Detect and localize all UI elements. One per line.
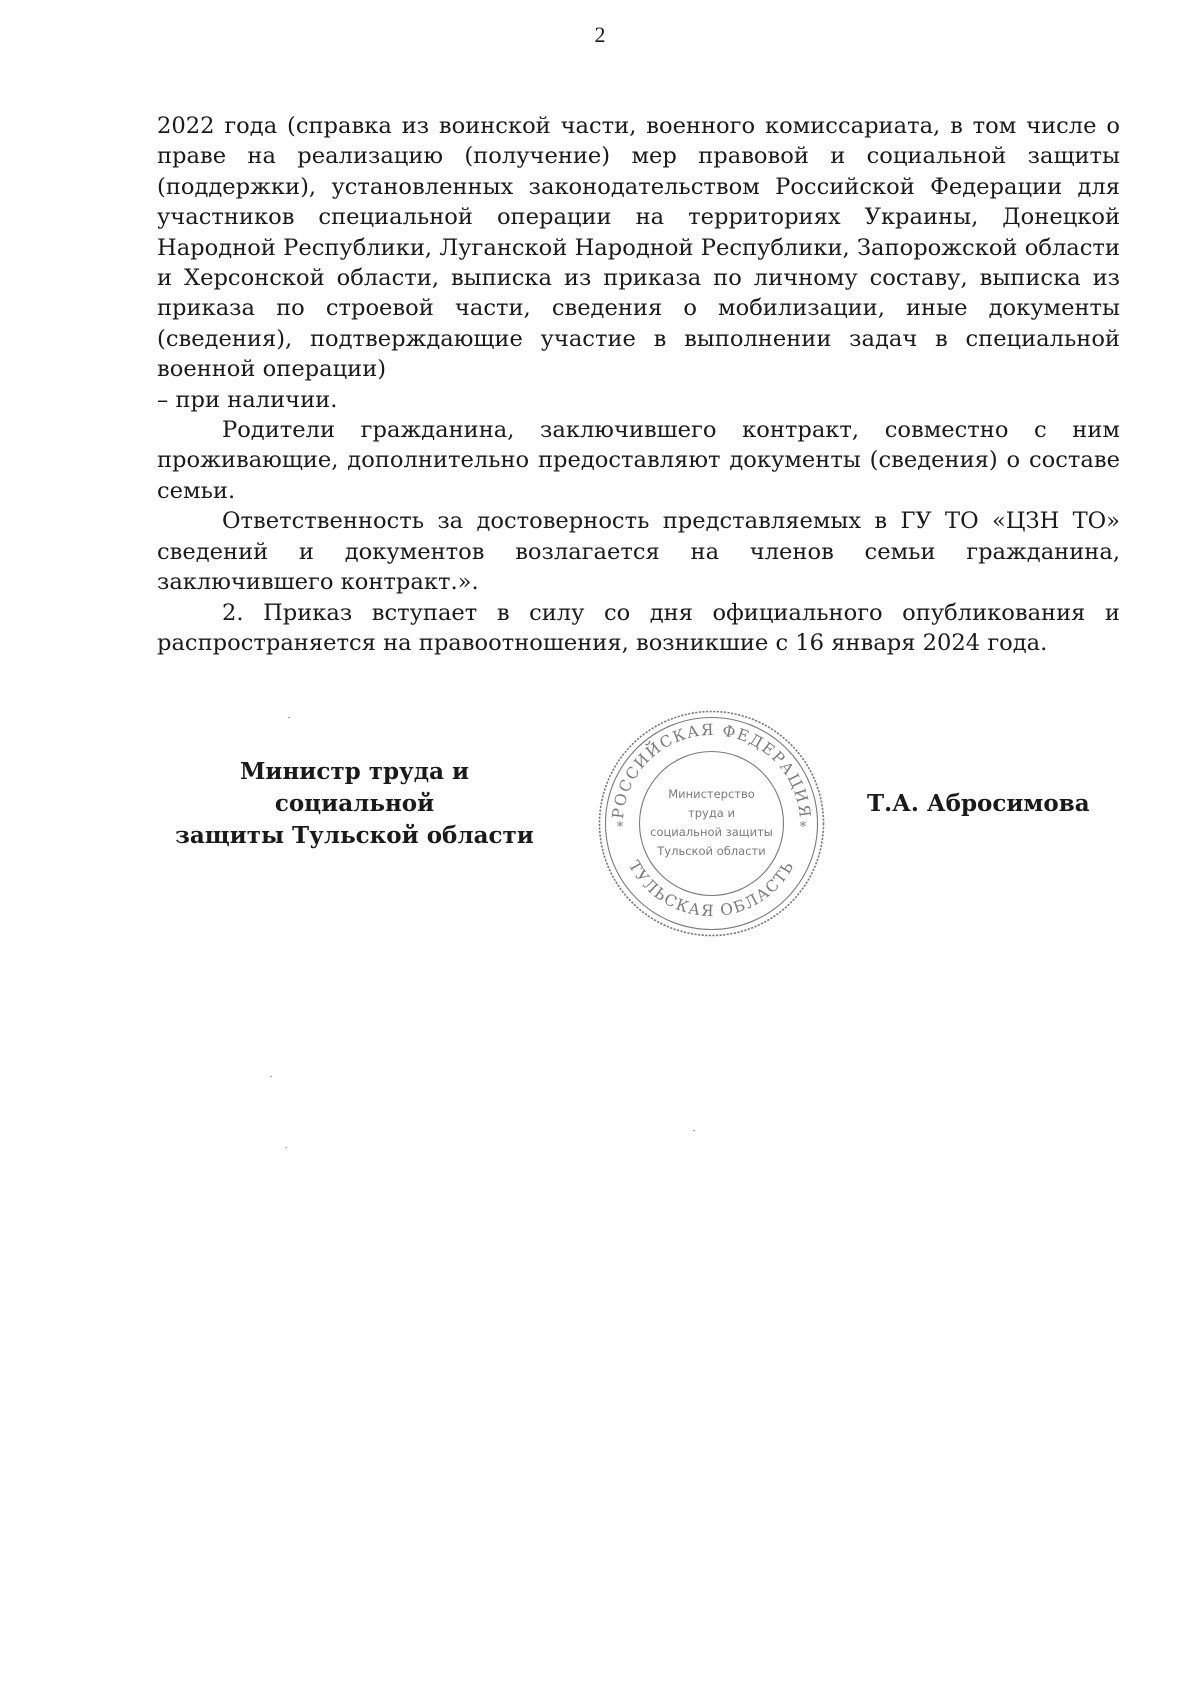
svg-text:РОССИЙСКАЯ ФЕДЕРАЦИЯ	[609, 721, 814, 820]
seal-ring-text-top: РОССИЙСКАЯ ФЕДЕРАЦИЯ	[608, 720, 815, 820]
paragraph-text: 2022 года (справка из воинской части, военного комиссариата, в том числе о праве на реализацию (получение) мер правовой и социальной защиты (поддержки), установленных законодательством Российской Федерации для участников специальной операции на территориях Украины, Донецкой Народной Республики, Луганской Народной Республики, Запорожской области и Херсонской области, выписка из приказа по личному составу, выписка из приказа по строевой части, сведения о мобилизации, иные документы (сведения), подтверждающие участие в выполнении задач в специальной военной операции)	[157, 113, 1120, 383]
official-seal	[595, 707, 828, 940]
signer-title-line: Министр труда и социальной	[239, 758, 470, 817]
seal-center-line-1: Министерство	[668, 787, 755, 801]
seal-center-line-4: Тульской области	[657, 844, 766, 858]
signer-name: Т.А. Абросимова	[867, 790, 1090, 817]
signer-title	[157, 756, 552, 852]
seal-star-left: *	[616, 820, 624, 835]
seal-ring-text-bottom: ТУЛЬСКАЯ ОБЛАСТЬ	[624, 857, 799, 921]
paragraph-tail: – при наличии.	[157, 386, 338, 413]
seal-stamp-graphic	[595, 707, 828, 940]
paragraph-effective-date: 2. Приказ вступает в силу со дня официального опубликования и распространяется на правоотношения, возникшие с 16 января 2024 года.	[157, 599, 1120, 656]
scan-speck	[270, 1076, 272, 1077]
seal-center-line-3: социальной защиты	[650, 825, 773, 839]
paragraph-responsibility: Ответственность за достоверность представляемых в ГУ ТО «ЦЗН ТО» сведений и документов возлагается на членов семьи гражданина, заключившего контракт.».	[157, 508, 1120, 596]
paragraph-certificate-list	[157, 111, 1120, 415]
signer-title-line: защиты Тульской области	[175, 822, 534, 849]
page-number: 2	[594, 22, 606, 47]
document-body	[157, 111, 1120, 658]
scan-speck	[693, 1130, 695, 1131]
scan-speck	[288, 717, 290, 718]
seal-star-right: *	[799, 820, 807, 835]
paragraph-parents: Родители гражданина, заключившего контракт, совместно с ним проживающие, дополнительно предоставляют документы (сведения) о составе семьи.	[157, 417, 1120, 504]
seal-center-line-2: труда и	[688, 806, 735, 820]
scan-speck	[285, 1147, 287, 1148]
